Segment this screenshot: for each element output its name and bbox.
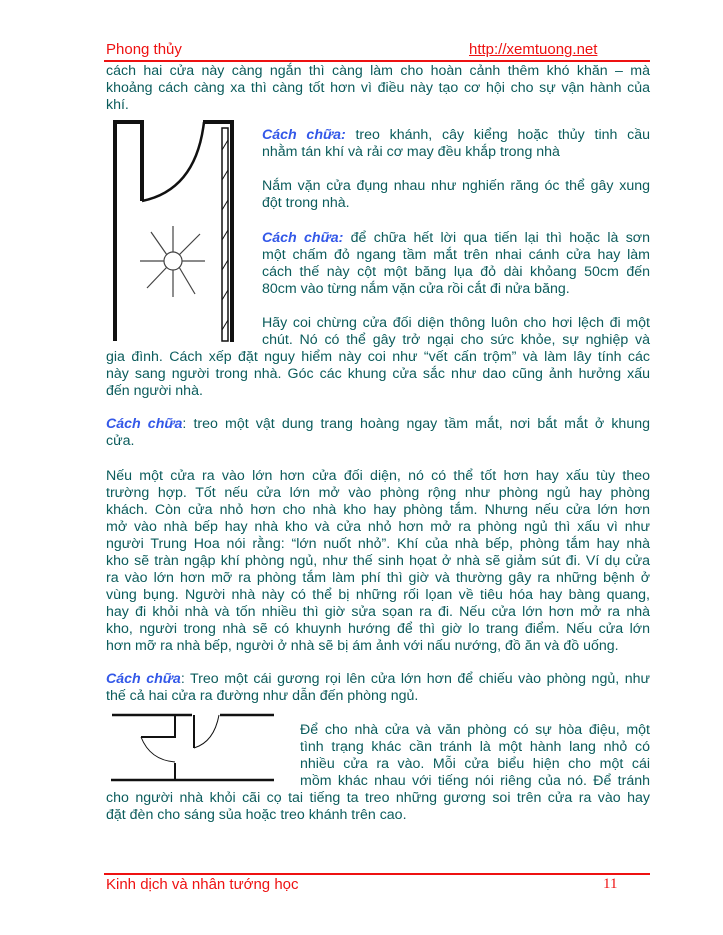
sun-icon	[140, 226, 205, 297]
line-text: khí.	[106, 97, 129, 113]
line-text: treo khánh, cây kiểng hoặc thủy tinh cầu	[345, 127, 650, 143]
line-text: khách. Còn cửa nhỏ hơn cho nhà kho hay phòng tắm. Nhưng nếu cửa lớn hơn	[106, 502, 650, 518]
page-number: 11	[603, 876, 618, 892]
line-text: thế cả hai cửa ra đường như dẫn đến phòng ngủ.	[106, 688, 419, 704]
header-title: Phong thủy	[106, 41, 182, 58]
line-text: đột trong nhà.	[262, 195, 350, 211]
line-text: người Trung Hoa nói rằng: “lớn nuốt nhỏ”. Khí của nhà bếp, phòng tắm hay nhà	[106, 536, 650, 552]
line-text: vùng bụng. Người nhà này có thể bị những rối lọan về tiêu hóa hay bàng quang,	[106, 587, 650, 603]
remedy-label: Cách chữa	[106, 416, 183, 432]
line-text: đặt đèn cho sáng sủa hoặc treo khánh trên cao.	[106, 807, 407, 823]
line-text: mở vào nhà bếp hay nhà kho và cửa nhỏ hơn mở ra phòng ngủ thì xấu vì như	[106, 519, 650, 535]
remedy-label: Cách chữa:	[262, 127, 346, 143]
line-text: đến người nhà.	[106, 383, 203, 399]
line-text: mồm khác nhau với tiếng nói riêng của nó. Để tránh	[300, 773, 650, 789]
line-text: 80cm vào từng nắm vặn cửa rồi cắt đi nửa băng.	[262, 281, 570, 297]
line-text: : Treo một cái gương rọi lên cửa lớn hơn để chiếu vào phòng ngủ, như	[180, 671, 650, 687]
footer-title: Kinh dịch và nhân tướng học	[106, 876, 299, 893]
line-text: cách thế này cột một băng lụa đỏ dài khỏang 50cm đến	[262, 264, 650, 280]
line-text: hơn mỡ ra nhà bếp, người ở nhà sẽ bị ám ảnh với nấu nướng, đồ ăn và đồ uống.	[106, 638, 619, 654]
line-text: khoảng cách càng xa thì càng tốt hơn vì điều này tạo cơ hội cho sự vận hành của	[106, 80, 650, 96]
remedy-label: Cách chữa	[106, 671, 181, 687]
line-text: ra vào lớn hơn mỡ ra phòng tắm làm phí thì giờ và thường gây ra những bệnh ở	[106, 570, 650, 586]
line-text: tình trạng khác cần tránh là một hành lang nhỏ có	[300, 739, 650, 755]
line-text: Hãy coi chừng cửa đối diện thông luôn cho hơi lệch đi một	[262, 315, 650, 331]
line-text: kho sẽ tràn ngập khí phòng ngủ, như thế sinh họat ở nhà sẽ giảm sút đi. Ví dụ cửa	[106, 553, 650, 569]
line-text: nhằm tán khí và rải cơ may đều khắp trong nhà	[262, 144, 560, 160]
header-url-link[interactable]: http://xemtuong.net	[469, 41, 598, 58]
footer-rule	[104, 873, 650, 875]
line-text: : treo một vật dung trang hoàng ngay tầm mắt, nơi bắt mắt ở khung	[182, 416, 650, 432]
line-text: Để cho nhà cửa và văn phòng có sự hòa điệu, một	[300, 722, 650, 738]
line-text: Nắm vặn cửa đụng nhau như nghiến răng óc thể gây xung	[262, 178, 650, 194]
door-diagram-2	[111, 715, 274, 780]
door-diagram-1	[115, 122, 232, 342]
line-text: Nếu một cửa ra vào lớn hơn cửa đối diện, nó có thể tốt hơn hay xấu tùy theo	[106, 468, 650, 484]
line-text: cửa.	[106, 433, 135, 449]
line-text: hay đi khỏi nhà và tốn nhiều thì giờ sửa sọan ra đi. Nếu cửa lớn hơn mở ra nhà	[106, 604, 650, 620]
remedy-label: Cách chữa:	[262, 230, 344, 246]
line-text: để chữa hết lời qua tiến lại thì hoặc là sơn	[343, 230, 651, 246]
line-text: nhiều cửa ra vào. Mỗi cửa biểu hiện cho một cái	[300, 756, 650, 772]
line-text: này sang người trong nhà. Góc các khung cửa sắc như dao cũng ảnh hưởng xấu	[106, 366, 650, 382]
line-text: cho người nhà khỏi cãi cọ tai tiếng ta treo những gương soi trên cửa ra vào hay	[106, 790, 650, 806]
line-text: một chấm đỏ ngang tầm mắt trên nhai cánh cửa hay làm	[262, 247, 650, 263]
line-text: gia đình. Cách xếp đặt nguy hiểm này coi như “vết cấn trộm” và làm lây tính các	[106, 349, 650, 365]
line-text: trường hợp. Tốt nếu cửa lớn mở vào phòng rộng như phòng ngủ hay phòng	[106, 485, 650, 501]
line-text: kho, người trong nhà sẽ có khuynh hướng để thì giờ lo trang điểm. Nếu cửa lớn	[106, 621, 650, 637]
line-text: cách hai cửa này càng ngắn thì càng làm cho hoàn cảnh thêm khó khăn – mà	[106, 63, 650, 79]
line-text: chút. Nó có thể gây trở ngại cho sức khỏe, sự nghiệp và	[262, 332, 650, 348]
